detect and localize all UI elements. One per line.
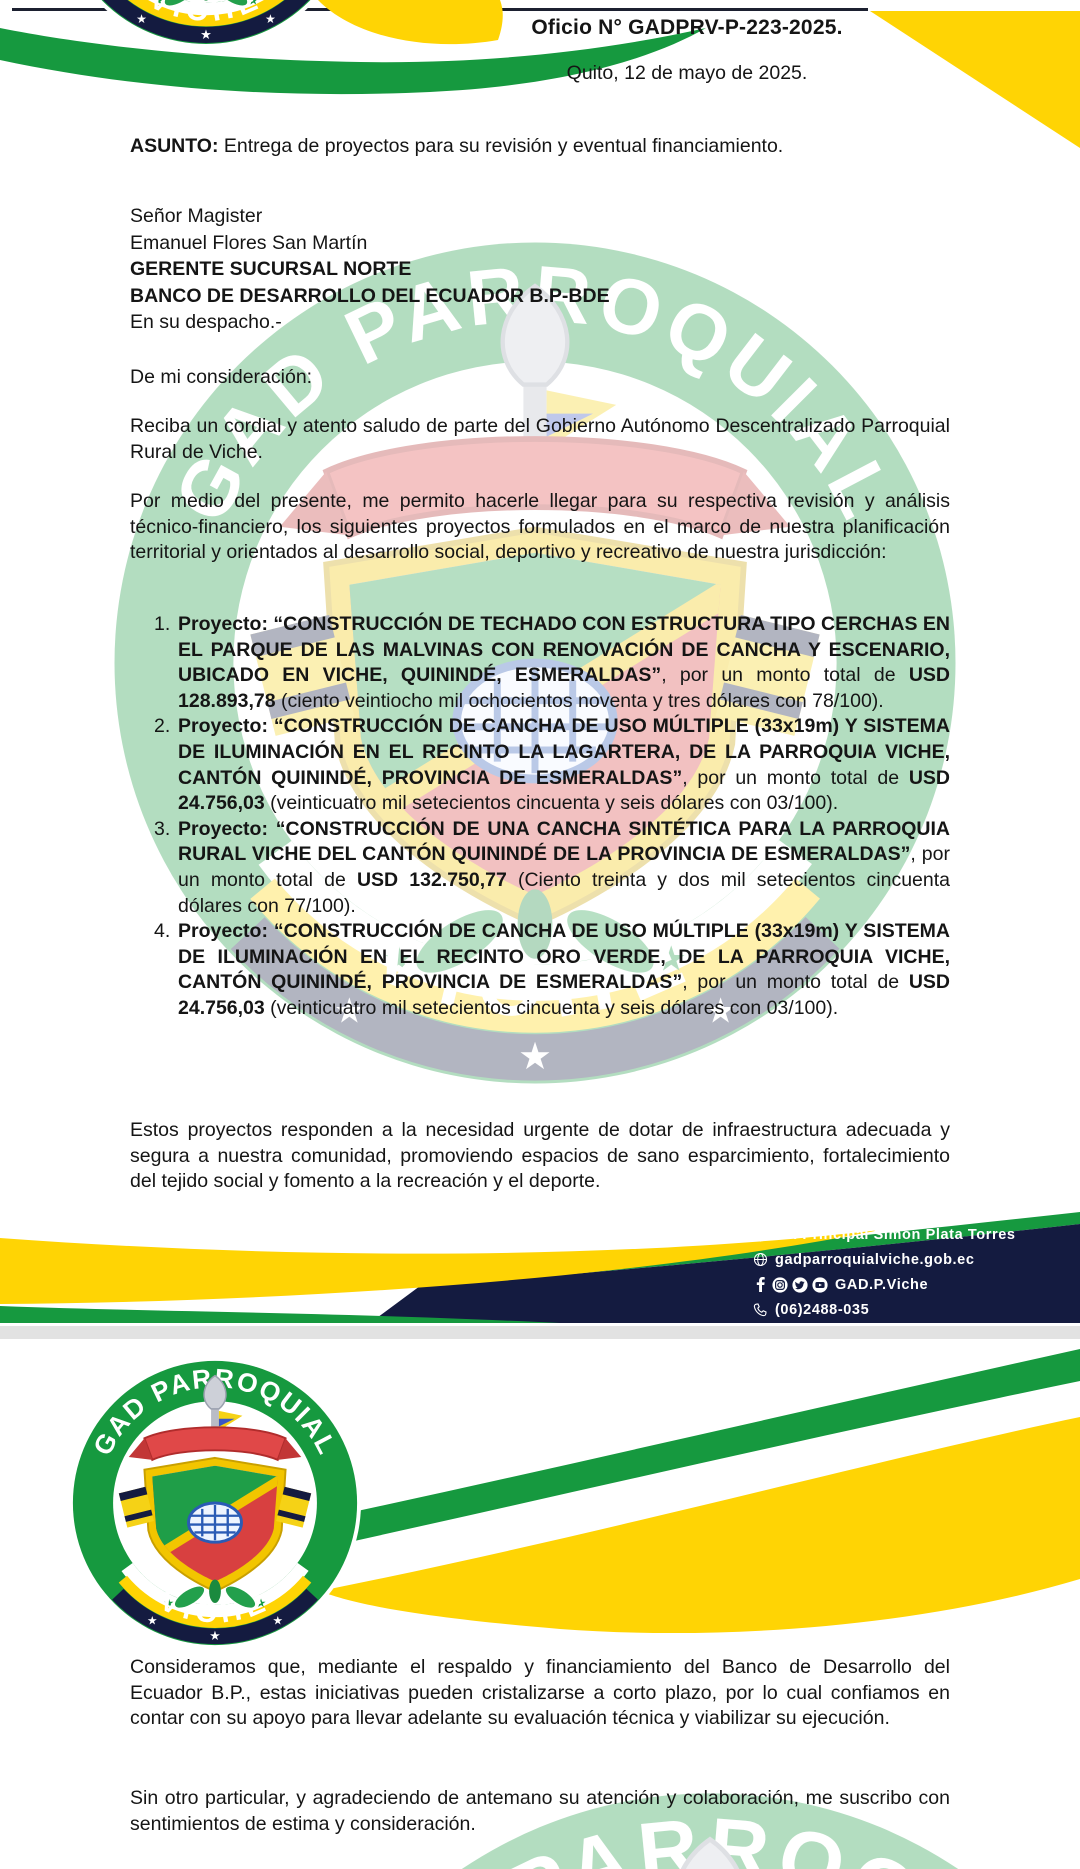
subject-line [130, 135, 950, 158]
recipient-despacho: En su despacho.- [130, 311, 282, 334]
project-item-3 [130, 817, 950, 919]
oficio-number: Oficio N° GADPRV-P-223-2025. [531, 16, 843, 39]
facebook-icon [752, 1277, 768, 1293]
contact-social-row [752, 1272, 1072, 1297]
project-connector: , por un monto total de [661, 664, 909, 687]
project-item-2 [130, 714, 950, 816]
youtube-icon [812, 1277, 828, 1293]
project-connector: , por un monto total de [682, 766, 909, 789]
project-title: Proyecto: “CONSTRUCCIÓN DE CANCHA DE USO MÚLTIPLE (33x19m) Y SISTEMA DE ILUMINACIÓN EN EL RECINTO LA LAGARTERA, DE LA PARROQUIA VICHE, CANTÓN QUININDÉ, PROVINCIA DE ESMERALDAS” [178, 715, 950, 789]
list-number: 1. [154, 613, 171, 635]
gad-parroquial-viche-logo-top [55, 0, 357, 49]
project-connector: , por un monto total de [682, 971, 909, 994]
paragraph-greeting: Reciba un cordial y atento saludo de parte del Gobierno Autónomo Descentralizado Parroquial Rural de Viche. [130, 415, 950, 463]
recipient-block [130, 203, 950, 336]
paragraph-intro: Por medio del presente, me permito hacerle llegar para su respectiva revisión y análisis técnico-financiero, los siguientes proyectos formulados en el marco de nuestra planificación territorial y orientados al desarrollo social, deportivo y recreativo de nuestra jurisdicción: [130, 490, 950, 564]
salutation: De mi consideración: [130, 366, 313, 388]
gad-parroquial-viche-logo-page2 [68, 1356, 362, 1650]
project-list [130, 612, 950, 1022]
paragraph-financing: Consideramos que, mediante el respaldo y financiamiento del Banco de Desarrollo del Ecuador B.P., estas iniciativas pueden cristalizarse a corto plazo, por lo cual confiamos en contar con su apoyo para llevar adelante su evaluación técnica y viabilizar su ejecución. [130, 1656, 950, 1730]
location-icon [752, 1227, 768, 1243]
paragraph-justification: Estos proyectos responden a la necesidad urgente de dotar de infraestructura adecuada y segura a nuestra comunidad, promoviendo espacios de sano esparcimiento, fortalecimiento del tejido social y fomento a la recreación y el deporte. [130, 1119, 950, 1193]
project-amount: USD 24.756,03 [178, 766, 950, 815]
globe-icon [752, 1252, 768, 1268]
phone-icon [752, 1302, 768, 1318]
contact-info-block [752, 1222, 1072, 1322]
date-line: Quito, 12 de mayo de 2025. [566, 62, 808, 84]
recipient-institution: BANCO DE DESARROLLO DEL ECUADOR B.P-BDE [130, 284, 610, 307]
recipient-name: Emanuel Flores San Martín [130, 231, 368, 254]
recipient-title: Señor Magister [130, 205, 263, 227]
contact-phone-row [752, 1297, 1072, 1322]
project-amount: USD 128.893,78 [178, 664, 950, 712]
contact-website-row [752, 1247, 1072, 1272]
contact-address: Av. Principal Simón Plata Torres [775, 1226, 1016, 1243]
project-title: Proyecto: “CONSTRUCCIÓN DE TECHADO CON ESTRUCTURA TIPO CERCHAS EN EL PARQUE DE LAS MALVINAS CON RENOVACIÓN DE CANCHA Y ESCENARIO, UBICADO EN VICHE, QUININDÉ, ESMERALDAS” [178, 613, 950, 687]
project-amount: USD 132.750,77 [356, 868, 507, 891]
project-title: Proyecto: “CONSTRUCCIÓN DE CANCHA DE USO MÚLTIPLE (33x19m) Y SISTEMA DE ILUMINACIÓN EN EL RECINTO ORO VERDE, DE LA PARROQUIA VICHE, CANTÓN QUININDÉ, PROVINCIA DE ESMERALDAS” [178, 920, 950, 994]
contact-phone: (06)2488-035 [775, 1301, 870, 1318]
list-number: 3. [154, 817, 171, 840]
subject-label: ASUNTO: [130, 135, 219, 157]
twitter-icon [792, 1277, 808, 1293]
list-number: 4. [154, 920, 171, 943]
project-amount-words: (veinticuatro mil setecientos cincuenta y seis dólares con 03/100). [264, 996, 839, 1019]
contact-social-handle: GAD.P.Viche [835, 1276, 929, 1293]
project-amount: USD 24.756,03 [178, 971, 950, 1019]
paragraph-closing: Sin otro particular, y agradeciendo de antemano su atención y colaboración, me suscribo con sentimientos de estima y consideración. [130, 1787, 950, 1835]
contact-address-row [752, 1222, 1072, 1247]
project-amount-words: (ciento veintiocho mil ochocientos noventa y tres dólares con 78/100). [275, 689, 884, 712]
project-item-1 [130, 612, 950, 714]
project-amount-words: (veinticuatro mil setecientos cincuenta y seis dólares con 03/100). [264, 792, 839, 815]
project-amount-words: (Ciento treinta y dos mil setecientos cincuenta dólares con 77/100). [178, 868, 951, 917]
project-title: Proyecto: “CONSTRUCCIÓN DE UNA CANCHA SINTÉTICA PARA LA PARROQUIA RURAL VICHE DEL CANTÓN QUININDÉ DE LA PROVINCIA DE ESMERALDAS” [178, 817, 950, 866]
contact-website: gadparroquialviche.gob.ec [775, 1251, 975, 1268]
instagram-icon [772, 1277, 788, 1293]
subject-text: Entrega de proyectos para su revisión y eventual financiamiento. [218, 135, 784, 157]
project-item-4 [130, 919, 950, 1021]
page-separator [0, 1326, 1080, 1339]
list-number: 2. [154, 715, 171, 738]
recipient-position: GERENTE SUCURSAL NORTE [130, 258, 412, 281]
project-connector: , por un monto total de [178, 843, 950, 891]
